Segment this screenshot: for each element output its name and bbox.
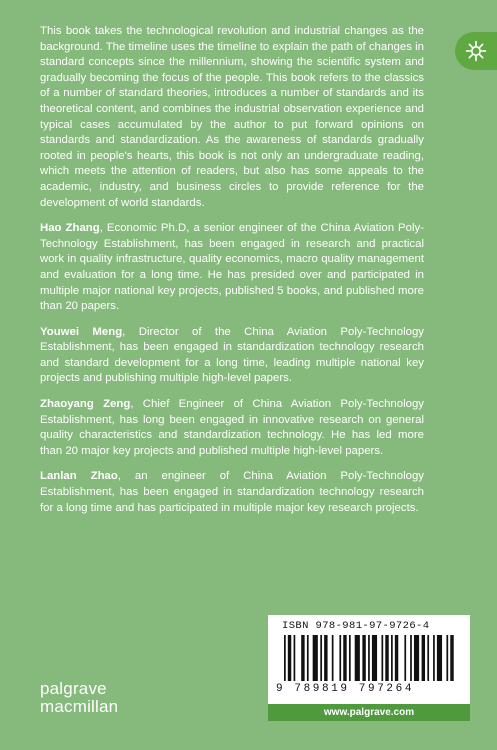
author-bio [40, 221, 424, 315]
author-name: Zhaoyang Zeng [40, 398, 131, 411]
barcode-bar [332, 635, 334, 681]
isbn-label: ISBN 978-981-97-9726-4 [282, 620, 430, 632]
author-bio-text: , Economic Ph.D, a senior engineer of the China Aviation Poly-Technology Establishment, has been engaged in research and practical work in quality infrastructure, quality economics, macro quality management and evaluation for a long time. He has presided over and participated in multiple major national key projects, published 5 books, and published more than 20 papers. [40, 222, 424, 313]
barcode-bar [437, 635, 442, 681]
barcode-bar [355, 635, 360, 681]
barcode-bar [368, 635, 370, 681]
barcode-bar [343, 635, 346, 681]
publisher-website[interactable]: www.palgrave.com [268, 704, 470, 721]
barcode-bar [372, 635, 377, 681]
barcode-bar [446, 635, 448, 681]
springer-nature-badge [455, 32, 497, 70]
author-name: Hao Zhang [40, 222, 100, 235]
barcode-digits: 9 789819 797264 [276, 683, 415, 695]
author-name: Lanlan Zhao [40, 470, 118, 483]
barcode-bar [427, 635, 429, 681]
barcode-bar [381, 635, 383, 681]
barcode-image [284, 635, 456, 681]
barcode-bar [450, 635, 453, 681]
publisher-logo-line2: macmillan [40, 697, 119, 716]
barcode-bar [288, 635, 291, 681]
back-cover-text [40, 24, 424, 526]
barcode-bar [313, 635, 318, 681]
barcode-bar [385, 635, 388, 681]
barcode-bar [362, 635, 365, 681]
barcode-bar [324, 635, 327, 681]
author-bio-text: , an engineer of China Aviation Poly-Technology Establishment, has been engaged in standardization technology research for a long time and has participated in multiple major key research projects. [40, 470, 424, 514]
author-bio-text: , Director of the China Aviation Poly-Technology Establishment, has been engaged in standardization technology research and standard development for a long time, leading multiple national key projects and publishing multiple high-level papers. [40, 325, 424, 385]
barcode-bar [433, 635, 435, 681]
barcode-bar [294, 635, 296, 681]
barcode-bar [391, 635, 393, 681]
barcode-bar [339, 635, 341, 681]
barcode-bar [284, 635, 286, 681]
barcode-bar [404, 635, 406, 681]
publisher-logo [40, 680, 118, 716]
author-bio [40, 469, 424, 516]
barcode-bar [301, 635, 304, 681]
author-name: Youwei Meng [40, 325, 123, 338]
book-description: This book takes the technological revolution and industrial changes as the background. The timeline uses the timeline to explain the path of changes in standard concepts since the millennium, showing the scientific system and gradually becoming the focus of the people. This book refers to the classics of a number of standard theories, introduces a number of standards and its theoretical content, and combines the industrial observation experience and typical cases accumulated by the author to put forward opinions on standards and standardization. As the awareness of standards gradually rooted in people's hearts, this book is not only an undergraduate reading, which meets the attention of readers, but also has some appeals to the academic, industry, and business circles to provide reference for the development of world standards. [40, 25, 424, 209]
author-bio-text: , Chief Engineer of China Aviation Poly-Technology Establishment, has long been engaged in innovative research on general quality characteristics and standardization technology. He has led more than 20 major key projects and published multiple high-level papers. [40, 398, 424, 457]
barcode-bar [395, 635, 398, 681]
barcode-bar [422, 635, 425, 681]
springer-nature-leaf-icon [464, 39, 488, 63]
barcode-bar [410, 635, 412, 681]
barcode-bar [320, 635, 322, 681]
isbn-barcode-box [268, 615, 470, 721]
barcode-bar [307, 635, 309, 681]
publisher-logo-line1: palgrave [40, 679, 107, 698]
barcode-bar [349, 635, 351, 681]
barcode-bar [414, 635, 419, 681]
author-bio [40, 397, 424, 459]
author-bio [40, 325, 424, 387]
